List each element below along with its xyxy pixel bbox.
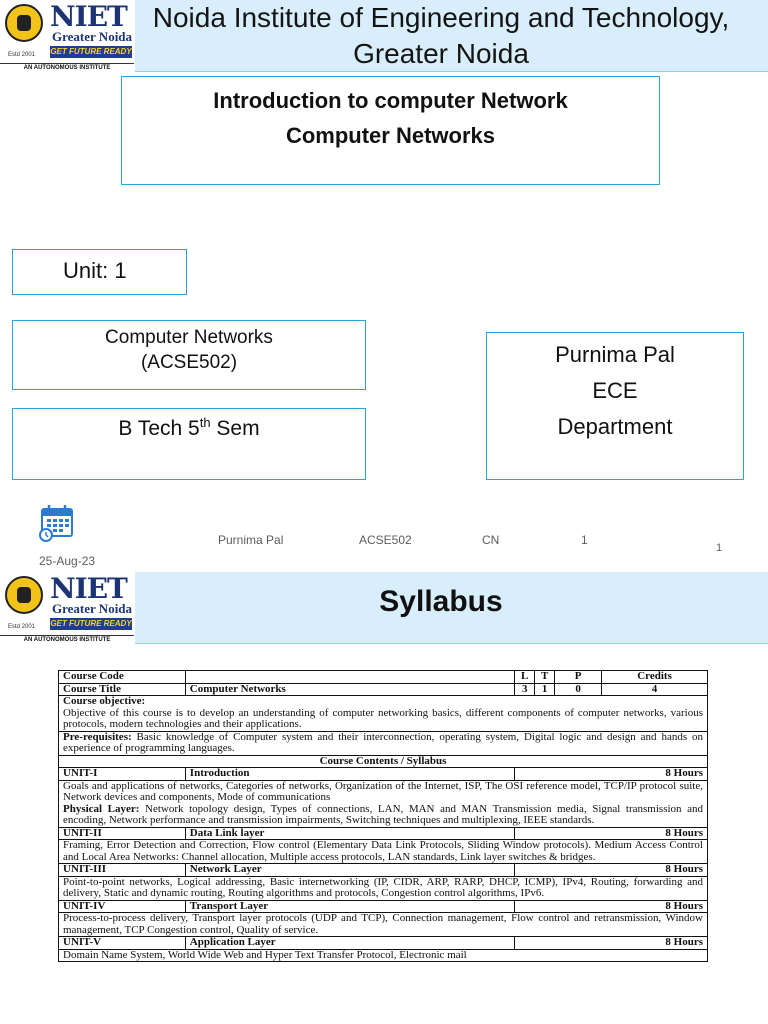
prereq-cell — [59, 731, 708, 755]
unit-label: UNIT-II — [59, 827, 186, 840]
unit-header-row — [59, 937, 708, 950]
objective-cell — [59, 696, 708, 732]
t-header: T — [535, 671, 555, 684]
unit-body — [59, 780, 708, 827]
course-title-label: Course Title — [59, 683, 186, 696]
intro-box — [121, 76, 660, 185]
syllabus-table — [58, 670, 708, 962]
unit-header-row — [59, 900, 708, 913]
unit-label: UNIT-IV — [59, 900, 186, 913]
logo-tagline: GET FUTURE READY — [50, 47, 132, 56]
objective-label: Course objective: — [63, 695, 146, 707]
credits-header: Credits — [602, 671, 708, 684]
course-name: Computer Networks — [105, 327, 273, 348]
prereq-text: Basic knowledge of Computer system and their interconnection, operating system, Digital logic and design and hands on experience of programming languages. — [63, 730, 704, 754]
unit-body-row — [59, 876, 708, 900]
syllabus-title: Syllabus — [379, 585, 503, 618]
unit-header-row — [59, 768, 708, 781]
unit-body-row — [59, 913, 708, 937]
footer-code: ACSE502 — [359, 533, 412, 547]
department-line1: ECE — [592, 378, 638, 403]
table-cell — [185, 671, 514, 684]
institute-title: Noida Institute of Engineering and Technology, Greater Noida — [152, 2, 730, 69]
unit-text: Domain Name System, World Wide Web and Hyper Text Transfer Protocol, Electronic mail — [59, 949, 708, 962]
unit-hours: 8 Hours — [515, 768, 708, 781]
physical-layer-label: Physical Layer: — [63, 802, 140, 815]
logo-tagline: GET FUTURE READY — [50, 619, 132, 628]
l-header: L — [515, 671, 535, 684]
credits-value: 4 — [602, 683, 708, 696]
footer-name: Purnima Pal — [218, 533, 284, 547]
logo-place: Greater Noida — [52, 29, 133, 44]
unit-text: Framing, Error Detection and Correction, Flow control (Elementary Data Link Protocols, Sliding Window protocols). Medium Access Control and Local Area Networks: Channel allocation, Multiple access protocols, LAN standards, Link layer switches & bridges. — [59, 840, 708, 864]
unit-label: UNIT-III — [59, 864, 186, 877]
unit-label: Unit: 1 — [12, 249, 187, 295]
instructor-name: Purnima Pal — [555, 342, 675, 367]
table-row — [59, 671, 708, 684]
seal-icon — [5, 4, 43, 42]
logo-place: Greater Noida — [52, 601, 133, 616]
seal-icon — [5, 576, 43, 614]
unit-hours: 8 Hours — [515, 900, 708, 913]
unit-hours: 8 Hours — [515, 937, 708, 950]
intro-subtitle: Computer Networks — [285, 123, 496, 148]
course-title-value: Computer Networks — [185, 683, 514, 696]
t-value: 1 — [535, 683, 555, 696]
logo-autonomous: AN AUTONOMOUS INSTITUTE — [0, 635, 134, 645]
btech-sup: th — [199, 415, 211, 430]
logo-estd: Estd 2001 — [8, 624, 36, 630]
intro-title: Introduction to computer Network — [213, 88, 568, 113]
course-code: (ACSE502) — [140, 352, 238, 373]
table-row — [59, 696, 708, 732]
l-value: 3 — [515, 683, 535, 696]
contents-header: Course Contents / Syllabus — [59, 755, 708, 768]
unit-body-row — [59, 780, 708, 827]
niet-logo — [0, 572, 134, 644]
logo-name: NIET — [50, 0, 127, 33]
unit-hours: 8 Hours — [515, 827, 708, 840]
table-row — [59, 731, 708, 755]
unit-title: Application Layer — [185, 937, 514, 950]
objective-text: Objective of this course is to develop an understanding of computer networking basics, different components of computer networks, various protocols, modern technologies and their applications. — [63, 706, 703, 730]
footer-short: CN — [482, 533, 500, 547]
p-value: 0 — [555, 683, 602, 696]
course-code-label: Course Code — [59, 671, 186, 684]
p-header: P — [555, 671, 602, 684]
physical-layer-text: Network topology design, Types of connections, LAN, MAN and MAN Transmission media, Signal transmission and encoding, Network performance and transmission impairments, Switching techniques and multiplexing, IEEE standards. — [63, 802, 703, 826]
btech-prefix: B Tech 5 — [118, 417, 200, 440]
unit-label: UNIT-V — [59, 937, 186, 950]
table-row — [59, 755, 708, 768]
footer-date: 25-Aug-23 — [39, 554, 96, 568]
unit-title: Data Link layer — [185, 827, 514, 840]
slide-number: 1 — [716, 542, 723, 554]
unit-header-row — [59, 827, 708, 840]
niet-logo — [0, 0, 134, 72]
unit-body-row — [59, 949, 708, 962]
logo-estd: Estd 2001 — [8, 52, 36, 58]
unit-title: Network Layer — [185, 864, 514, 877]
prereq-label: Pre-requisites: — [63, 730, 132, 743]
unit-body-row — [59, 840, 708, 864]
unit-text: Point-to-point networks, Logical addressing, Basic internetworking (IP, CIDR, ARP, RARP, DHCP, ICMP), IPv4, Routing, forwarding and delivery, Static and dynamic routing, Routing algorithms and protocols, Congestion control algorithms, IPv6. — [59, 876, 708, 900]
logo-name: NIET — [50, 572, 127, 605]
footer-page: 1 — [581, 533, 588, 547]
semester-box — [12, 408, 366, 480]
syllabus-slide — [0, 572, 768, 1024]
unit-text: Goals and applications of networks, Categories of networks, Organization of the Internet, ISP, The OSI reference model, TCP/IP protocol suite, Network devices and components, Mode of communications — [63, 779, 703, 803]
department-line2: Department — [557, 414, 673, 439]
unit-label: UNIT-I — [59, 768, 186, 781]
btech-suffix: Sem — [210, 417, 260, 440]
instructor-box — [486, 332, 744, 480]
calendar-icon — [36, 502, 76, 542]
unit-text: Process-to-process delivery, Transport layer protocols (UDP and TCP), Connection management, Flow control and retransmission, Window management, TCP Congestion control, Quality of service. — [59, 913, 708, 937]
course-box — [12, 320, 366, 390]
unit-header-row — [59, 864, 708, 877]
unit-title: Transport Layer — [185, 900, 514, 913]
unit-hours: 8 Hours — [515, 864, 708, 877]
logo-autonomous: AN AUTONOMOUS INSTITUTE — [0, 63, 134, 73]
table-row — [59, 683, 708, 696]
unit-title: Introduction — [185, 768, 514, 781]
